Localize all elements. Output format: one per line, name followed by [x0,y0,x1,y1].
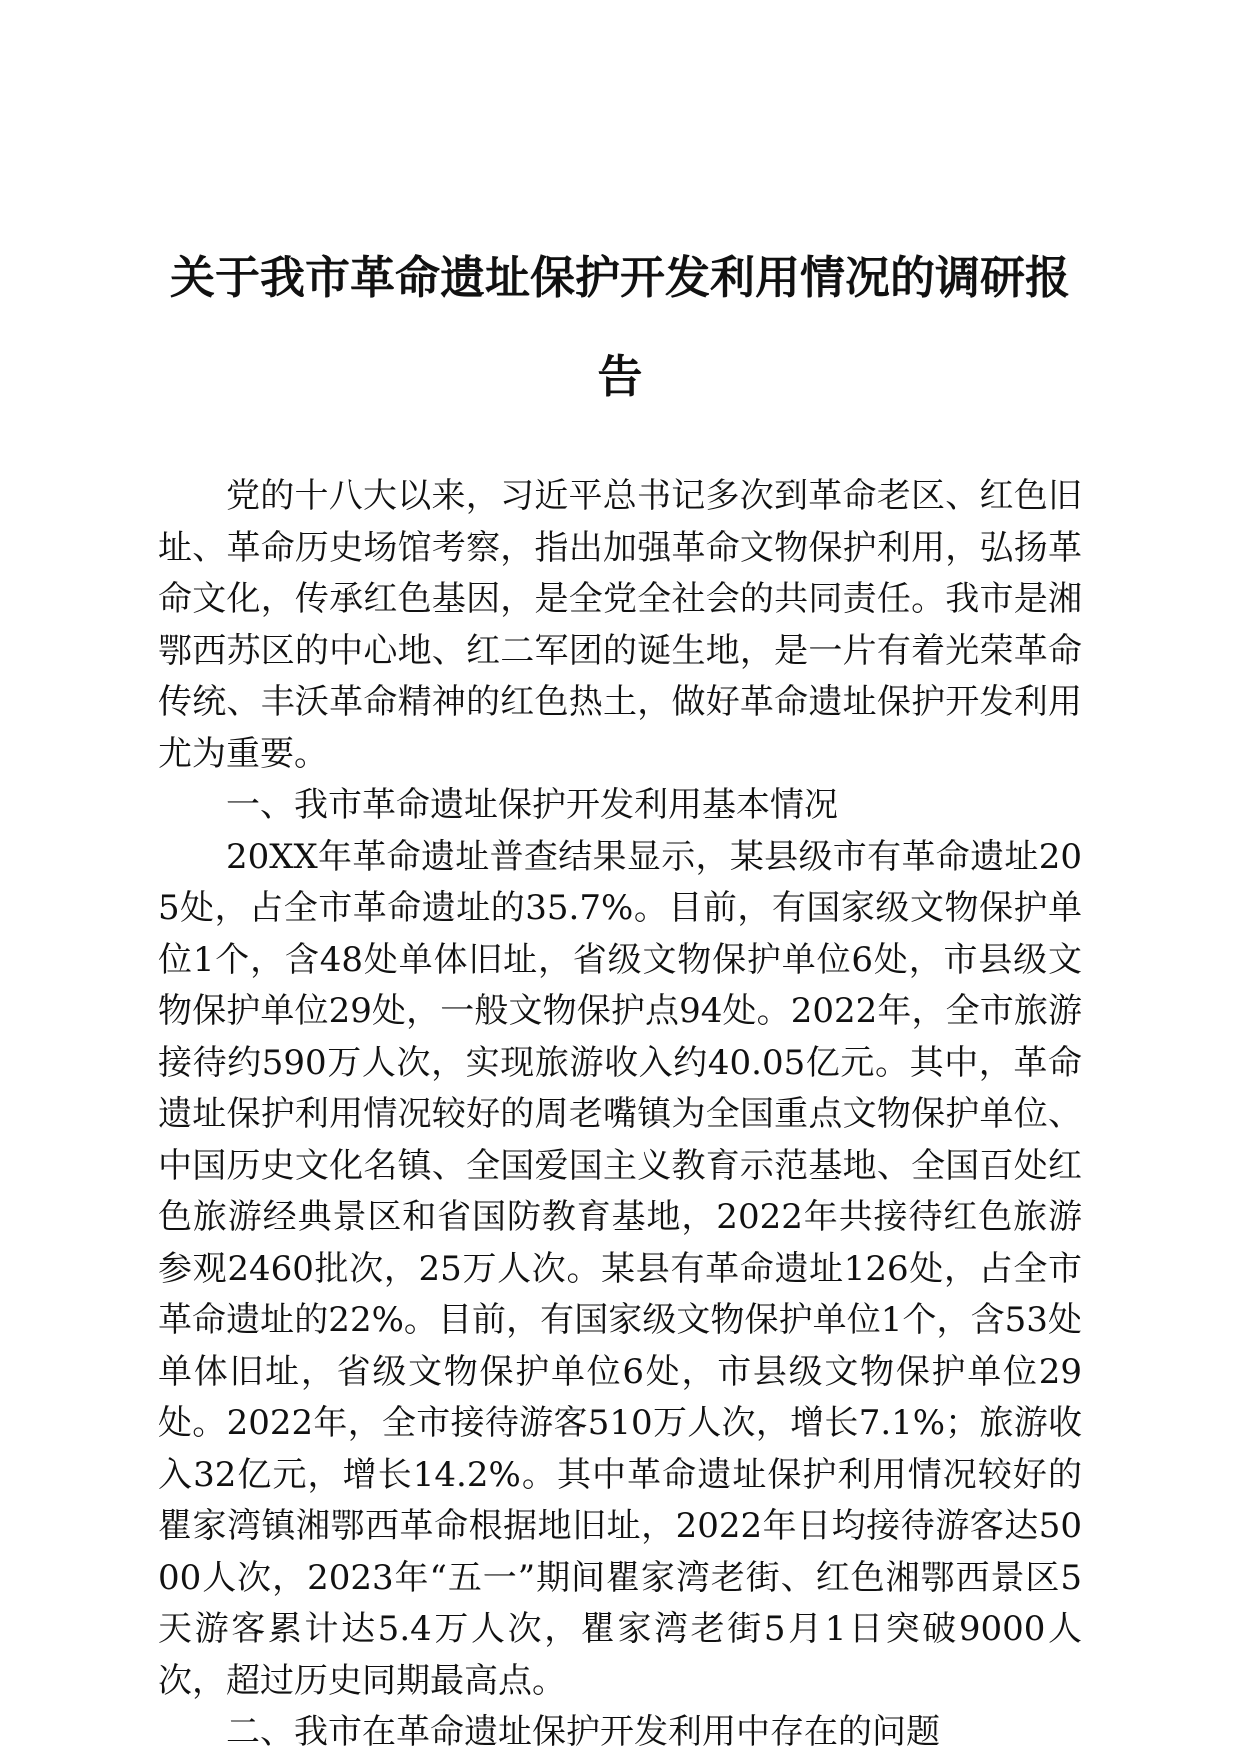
section-1-heading: 一、我市革命遗址保护开发利用基本情况 [226,785,838,825]
section-2-heading: 二、我市在革命遗址保护开发利用中存在的问题 [226,1712,940,1752]
document-body [158,471,1082,1759]
document-title: 关于我市革命遗址保护开发利用情况的调研报告 [169,251,1070,403]
section-1-paragraph: 20XX年革命遗址普查结果显示，某县级市有革命遗址205处，占全市革命遗址的35.7%。目前，有国家级文物保护单位1个，含48处单体旧址，省级文物保护单位6处，市县级文物保护单位29处，一般文物保护点94处。2022年，全市旅游接待约590万人次，实现旅游收入约40.05亿元。其中，革命遗址保护利用情况较好的周老嘴镇为全国重点文物保护单位、中国历史文化名镇、全国爱国主义教育示范基地、全国百处红色旅游经典景区和省国防教育基地，2022年共接待红色旅游参观2460批次，25万人次。某县有革命遗址126处，占全市革命遗址的22%。目前，有国家级文物保护单位1个，含53处单体旧址，省级文物保护单位6处，市县级文物保护单位29处。2022年，全市接待游客510万人次，增长7.1%；旅游收入32亿元，增长14.2%。其中革命遗址保护利用情况较好的瞿家湾镇湘鄂西革命根据地旧址，2022年日均接待游客达5000人次，2023年“五一”期间瞿家湾老街、红色湘鄂西景区5天游客累计达5.4万人次，瞿家湾老街5月1日突破9000人次，超过历史同期最高点。 [158,836,1082,1701]
intro-paragraph: 党的十八大以来，习近平总书记多次到革命老区、红色旧址、革命历史场馆考察，指出加强革命文物保护利用，弘扬革命文化，传承红色基因，是全党全社会的共同责任。我市是湘鄂西苏区的中心地、红二军团的诞生地，是一片有着光荣革命传统、丰沃革命精神的红色热土，做好革命遗址保护开发利用尤为重要。 [158,476,1082,774]
